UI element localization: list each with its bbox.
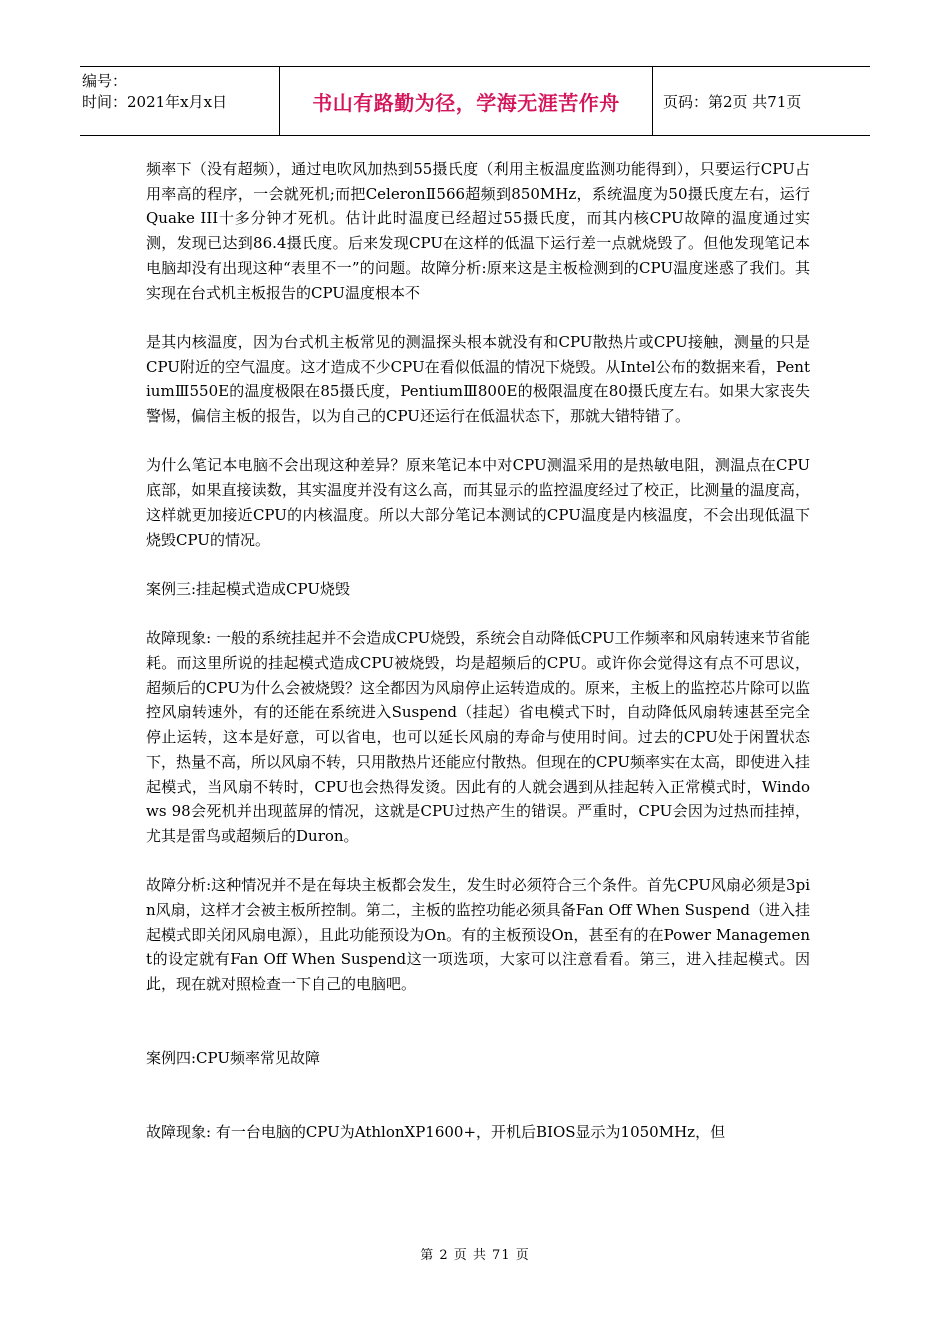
header-motto: 书山有路勤为径，学海无涯苦作舟: [312, 90, 620, 115]
header-motto-cell: [279, 67, 653, 135]
heading-case-four: 案例四:CPU频率常见故障: [146, 1048, 321, 1067]
heading-case-three: 案例三:挂起模式造成CPU烧毁: [146, 579, 351, 598]
page-footer: [0, 1244, 950, 1263]
paragraph-core-temperature: 是其内核温度，因为台式机主板常见的测温探头根本就没有和CPU散热片或CPU接触，测量的只是CPU附近的空气温度。这才造成不少CPU在看似低温的情况下烧毁。从Intel公布的数据来看，PentiumⅢ550E的温度极限在85摄氏度，PentiumⅢ800E的极限温度在80摄氏度左右。如果大家丧失警惕，偏信主板的报告，以为自己的CPU还运行在低温状态下，那就大错特错了。: [146, 332, 810, 426]
paragraph-frequency-symptom: 故障现象: 有一台电脑的CPU为AthlonXP1600+，开机后BIOS显示为1050MHz，但: [146, 1122, 726, 1141]
header-page-code: 页码：第2页 共71页: [663, 92, 802, 111]
header-meta-cell: [80, 67, 279, 135]
paragraph-overclock-temperature: 频率下（没有超频），通过电吹风加热到55摄氏度（利用主板温度监测功能得到），只要运行CPU占用率高的程序，一会就死机;而把CeleronⅡ566超频到850MHz，系统温度为50摄氏度左右，运行Quake III十多分钟才死机。估计此时温度已经超过55摄氏度，而其内核CPU故障的温度通过实测，发现已达到86.4摄氏度。后来发现CPU在这样的低温下运行差一点就烧毁了。但他发现笔记本电脑却没有出现这种“表里不一”的问题。故障分析:原来这是主板检测到的CPU温度迷惑了我们。其实现在台式机主板报告的CPU温度根本不: [146, 160, 810, 302]
header-page-cell: [653, 67, 870, 135]
footer-page-indicator: 第 2 页 共 71 页: [420, 1248, 530, 1263]
document-body: [146, 157, 810, 1144]
paragraph-suspend-analysis: 故障分析:这种情况并不是在每块主板都会发生，发生时必须符合三个条件。首先CPU风扇必须是3pin风扇，这样才会被主板所控制。第二，主板的监控功能必须具备Fan Off When Suspend（进入挂起模式即关闭风扇电源），且此功能预设为On。有的主板预设On，甚至有的在Power Management的设定就有Fan Off When Suspend这一项选项，大家可以注意看看。第三，进入挂起模式。因此，现在就对照检查一下自己的电脑吧。: [146, 876, 810, 994]
document-date: 时间：2021年x月x日: [82, 93, 228, 111]
document-number-label: 编号：: [82, 72, 128, 90]
page-header: [80, 66, 870, 136]
paragraph-suspend-symptom: 故障现象: 一般的系统挂起并不会造成CPU烧毁，系统会自动降低CPU工作频率和风扇转速来节省能耗。而这里所说的挂起模式造成CPU被烧毁，均是超频后的CPU。或许你会觉得这有点不可思议，超频后的CPU为什么会被烧毁？这全都因为风扇停止运转造成的。原来，主板上的监控芯片除可以监控风扇转速外，有的还能在系统进入Suspend（挂起）省电模式下时，自动降低风扇转速甚至完全停止运转，这本是好意，可以省电，也可以延长风扇的寿命与使用时间。过去的CPU处于闲置状态下，热量不高，所以风扇不转，只用散热片还能应付散热。但现在的CPU频率实在太高，即使进入挂起模式，当风扇不转时，CPU也会热得发烫。因此有的人就会遇到从挂起转入正常模式时，Windows 98会死机并出现蓝屏的情况，这就是CPU过热产生的错误。严重时，CPU会因为过热而挂掉，尤其是雷鸟或超频后的Duron。: [146, 629, 810, 845]
paragraph-notebook-sensor: 为什么笔记本电脑不会出现这种差异？原来笔记本中对CPU测温采用的是热敏电阻，测温点在CPU底部，如果直接读数，其实温度并没有这么高，而其显示的监控温度经过了校正，比测量的温度高，这样就更加接近CPU的内核温度。所以大部分笔记本测试的CPU温度是内核温度，不会出现低温下烧毁CPU的情况。: [146, 456, 810, 549]
